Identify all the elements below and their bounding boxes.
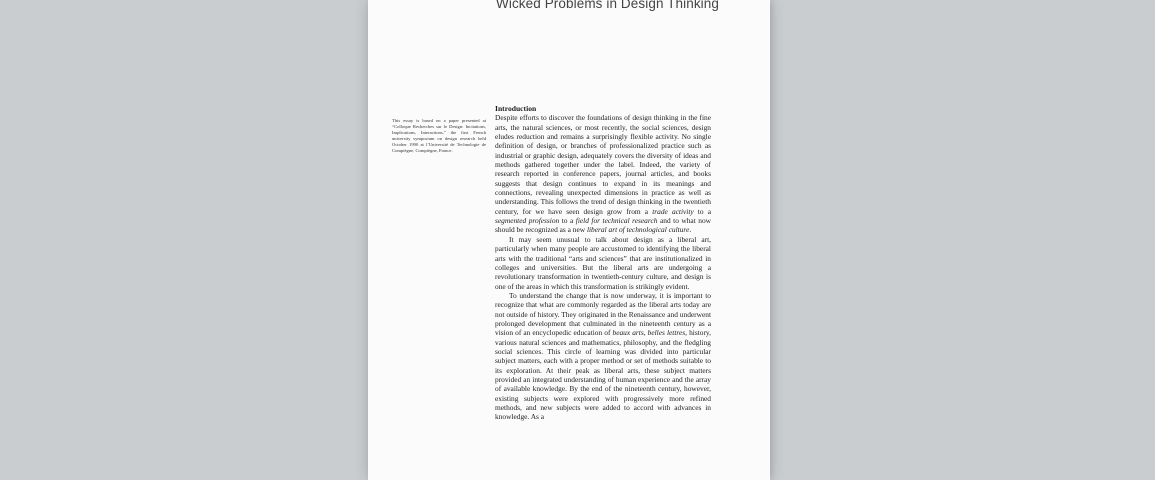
- section-heading: Introduction: [495, 104, 537, 113]
- body-text-column: [495, 104, 711, 422]
- p3-italic-2: belles lettres: [647, 328, 686, 338]
- paragraph-2: It may seem unusual to talk about design as a liberal art, particularly when many people are accustomed to identifying the liberal arts with the traditional “arts and sciences” that are institutionalized in colleges and universities. But the liberal arts are undergoing a revolutionary transformation in twentieth-century culture, and design is one of the areas in which this transformation is strikingly evident.: [495, 234, 711, 291]
- p3-text-c: , history, various natural sciences and mathematics, philosophy, and the fledgling social sciences. This circle of learning was divided into particular subject matters, each with a proper method or set of methods suitable to its exploration. At their peak as liberal arts, these subject matters provided an integrated understanding of human experience and the array of available knowledge. By the end of the nineteenth century, however, existing subjects were explored with progressively more refined methods, and new subjects were added to accord with advances in knowledge. As a: [495, 328, 711, 422]
- p1-italic-2: segmented profession: [495, 216, 560, 226]
- p1-text-d: and to what now should be recognized as a new: [495, 216, 712, 235]
- document-page: [368, 0, 770, 480]
- p3-italic-1: beaux arts: [612, 328, 644, 338]
- margin-note: This essay is based on a paper presented at “Colloque Recherches sur le Design: Incitations, Implications, Interactions,” the first French university symposium on design research held October 1990 at l’Université de Technologie de Compiègne, Compiègne, France.: [392, 118, 486, 153]
- p1-text-a: Despite efforts to discover the foundations of design thinking in the fine arts, the natural sciences, or most recently, the social sciences, design eludes reduction and remains a surprisingly flexible activity. No single definition of design, or branches of professionalized practice such as industrial or graphic design, adequately covers the diversity of ideas and methods gathered together under the label. Indeed, the variety of research reported in conference papers, journal articles, and books suggests that design continues to expand in its meanings and connections, revealing unexpected dimensions in practice as well as understanding. This follows the trend of design thinking in the twentieth century, for we have seen design grow from a: [495, 113, 711, 216]
- p1-text-c: to a: [559, 216, 576, 226]
- paragraph-3: [495, 291, 711, 422]
- p1-italic-3: field for technical research: [575, 216, 658, 226]
- p1-text-b: to a: [693, 206, 712, 216]
- paragraph-1: [495, 113, 711, 234]
- p3-text-b: ,: [643, 328, 648, 338]
- p1-text-e: .: [689, 225, 692, 235]
- p3-text-a: To understand the change that is now underway, it is important to recognize that what are commonly regarded as the liberal arts today are not outside of history. They originated in the Renaissance and underwent prolonged development that culminated in the nineteenth century as a vision of an encyclopedic education of: [495, 290, 711, 338]
- p1-italic-4: liberal art of technological culture: [586, 225, 690, 235]
- p1-italic-1: trade activity: [652, 206, 694, 216]
- running-header-title: Wicked Problems in Design Thinking: [496, 0, 719, 11]
